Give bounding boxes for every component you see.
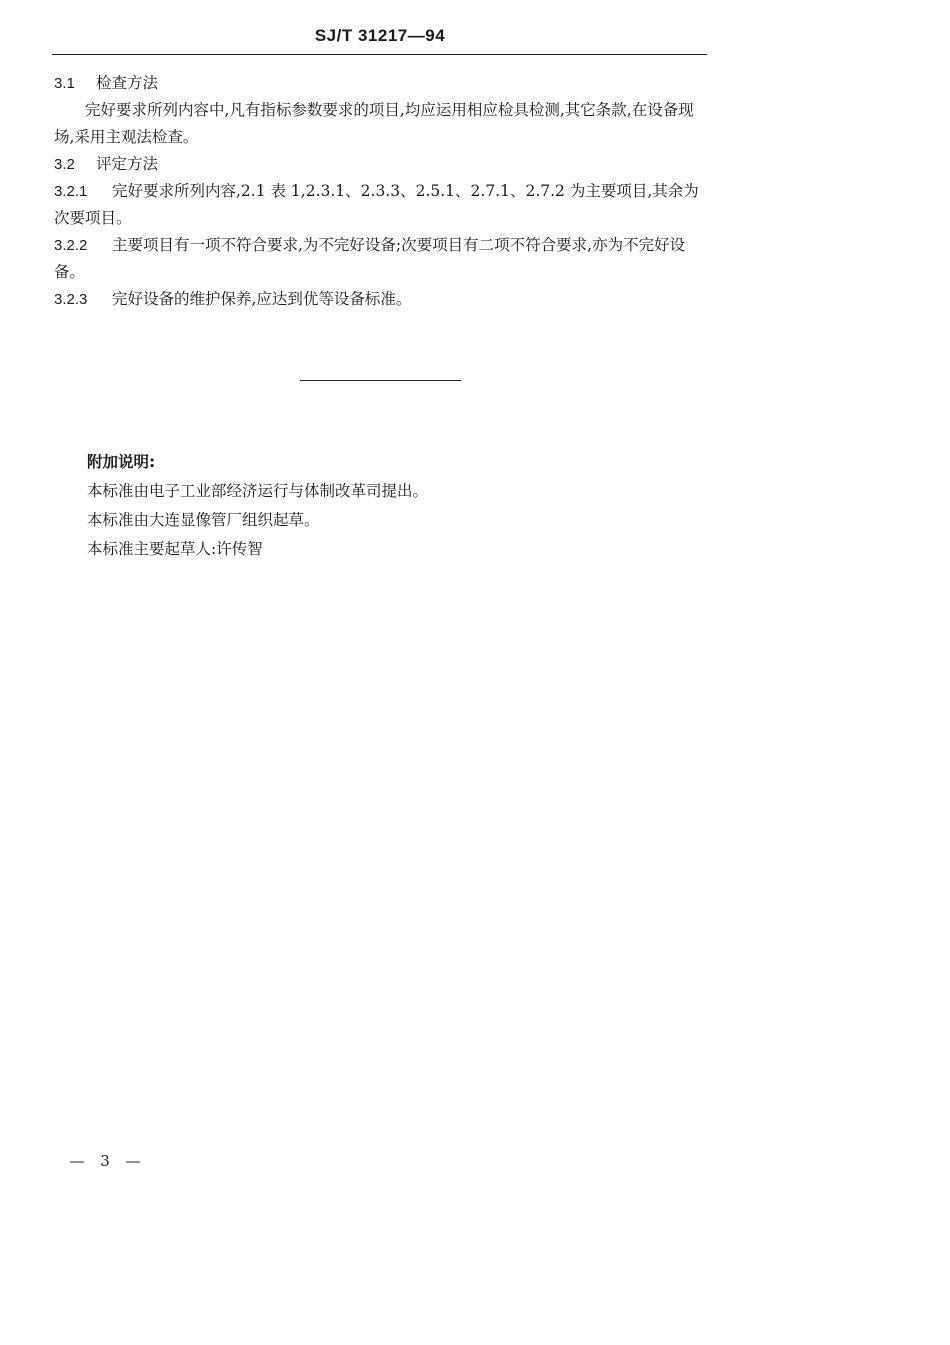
clause-number: 3.2.1: [54, 183, 88, 200]
clause-3-2-1: [54, 178, 709, 232]
section-3-2-heading: [54, 151, 709, 178]
section-title: 评定方法: [96, 155, 159, 173]
notes-line: 本标准由电子工业部经济运行与体制改革司提出。: [87, 482, 429, 500]
header-divider: [52, 54, 707, 55]
clause-text: 主要项目有一项不符合要求,为不完好设备;次要项目有二项不符合要求,亦为不完好设备。: [54, 236, 686, 281]
footer-dash-left: —: [69, 1152, 85, 1170]
standard-code: SJ/T 31217—94: [314, 26, 446, 45]
clause-text: 完好要求所列内容,2.1 表 1,2.3.1、2.3.3、2.5.1、2.7.1、2.7.2 为主要项目,其余为次要项目。: [54, 182, 699, 227]
additional-notes: [87, 448, 647, 564]
notes-line: 本标准由大连显像管厂组织起草。: [87, 511, 320, 529]
section-3-1-paragraph: 完好要求所列内容中,凡有指标参数要求的项目,均应运用相应检具检测,其它条款,在设备现场,采用主观法检查。: [54, 101, 694, 146]
end-of-text-rule: [300, 380, 461, 381]
clause-text: 完好设备的维护保养,应达到优等设备标准。: [112, 290, 412, 308]
section-number: 3.1: [54, 75, 75, 92]
section-title: 检查方法: [96, 74, 159, 92]
footer-dash-right: —: [125, 1152, 141, 1170]
clause-3-2-3: [54, 286, 709, 313]
section-number: 3.2: [54, 156, 75, 173]
notes-heading: 附加说明:: [87, 453, 156, 471]
notes-line: 本标准主要起草人:许传智: [87, 540, 263, 558]
clause-number: 3.2.3: [54, 291, 88, 308]
page-footer: [66, 1152, 144, 1170]
section-3-1-heading: [54, 70, 709, 97]
clause-number: 3.2.2: [54, 237, 88, 254]
clause-3-2-2: [54, 232, 709, 286]
page-number: 3: [100, 1152, 110, 1170]
document-body: [54, 70, 709, 313]
